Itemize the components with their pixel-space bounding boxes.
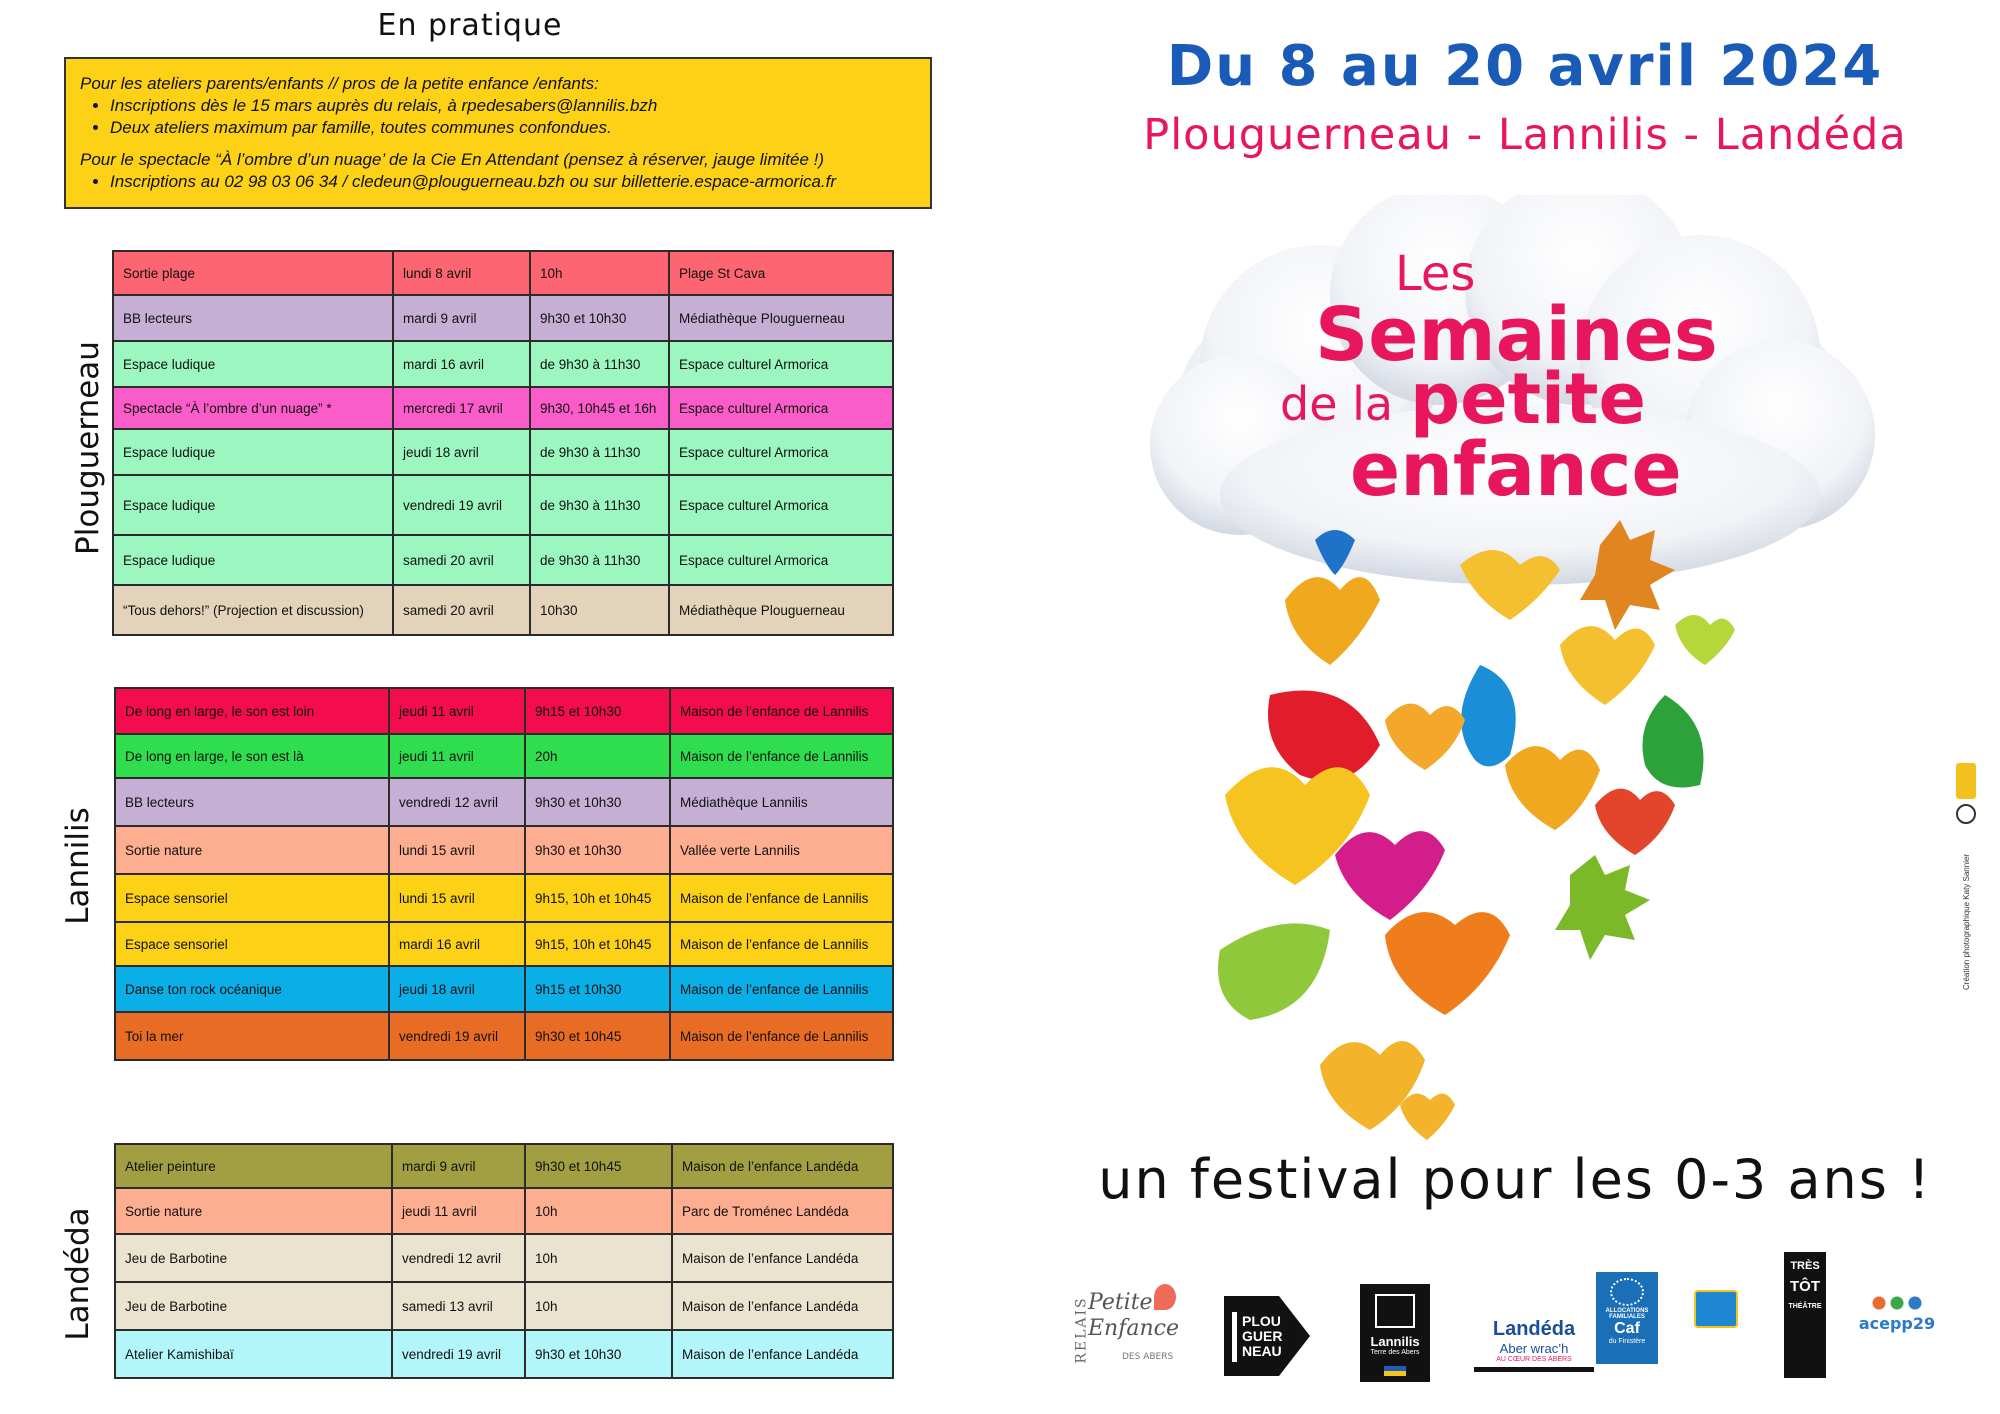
- cell-place: Maison de l’enfance Landéda: [672, 1282, 893, 1330]
- cell-date: jeudi 11 avril: [392, 1188, 525, 1234]
- schedule-table-landeda: [114, 1143, 894, 1379]
- landeda-name: Landéda: [1492, 1318, 1576, 1340]
- cell-date: mardi 9 avril: [393, 295, 530, 341]
- schedule-table-lannilis: [114, 687, 894, 1061]
- spectacle-item: • Inscriptions au 02 98 03 06 34 / cledeun@plouguerneau.bzh ou sur billetterie.espace-armorica.fr: [110, 171, 916, 193]
- schedule-row: [115, 1144, 893, 1188]
- leaf: [1268, 691, 1380, 781]
- schedule-row: [113, 429, 893, 475]
- landeda-sub2: AU CŒUR DES ABERS: [1496, 1356, 1572, 1363]
- festival-tagline: un festival pour les 0-3 ans !: [1098, 1148, 1932, 1211]
- cell-time: 10h: [530, 251, 669, 295]
- cell-time: de 9h30 à 11h30: [530, 429, 669, 475]
- lannilis-flag-stripe: [1384, 1366, 1406, 1376]
- cell-date: vendredi 19 avril: [393, 475, 530, 535]
- cell-activity: Espace ludique: [113, 475, 393, 535]
- cell-date: samedi 13 avril: [392, 1282, 525, 1330]
- cell-activity: Sortie nature: [115, 826, 389, 874]
- cell-place: Espace culturel Armorica: [669, 387, 893, 429]
- tres-tot-line3: THÉÂTRE: [1788, 1303, 1822, 1310]
- logo-caf: [1596, 1272, 1658, 1364]
- cell-time: 9h30 et 10h45: [525, 1012, 670, 1060]
- heart-leaf: [1400, 1094, 1455, 1140]
- cell-activity: BB lecteurs: [115, 778, 389, 826]
- cell-place: Maison de l’enfance de Lannilis: [670, 1012, 893, 1060]
- cell-date: mardi 16 avril: [393, 341, 530, 387]
- cell-activity: Sortie plage: [113, 251, 393, 295]
- caf-line2: FAMILIALES: [1609, 1314, 1645, 1320]
- heart-leaf: [1335, 831, 1445, 920]
- cloud-title-petite: petite: [1410, 358, 1646, 440]
- caf-line1: ALLOCATIONS: [1605, 1308, 1649, 1314]
- cell-activity: Espace ludique: [113, 341, 393, 387]
- cell-time: 9h15, 10h et 10h45: [525, 922, 670, 966]
- cell-activity: Espace ludique: [113, 429, 393, 475]
- cell-activity: Sortie nature: [115, 1188, 392, 1234]
- cell-time: 10h: [525, 1282, 672, 1330]
- caf-emblem-icon: [1610, 1278, 1644, 1306]
- cell-time: 9h15 et 10h30: [525, 966, 670, 1012]
- heart-leaf: [1560, 626, 1655, 705]
- schedule-table-plouguerneau: [112, 250, 894, 636]
- cell-time: de 9h30 à 11h30: [530, 475, 669, 535]
- tres-tot-line1: TRÈS: [1790, 1260, 1820, 1272]
- heart-leaf: [1385, 912, 1510, 1015]
- cell-activity: “Tous dehors!” (Projection et discussion): [113, 585, 393, 635]
- cell-date: mardi 9 avril: [392, 1144, 525, 1188]
- cell-date: vendredi 19 avril: [389, 1012, 525, 1060]
- relais-enfance: Enfance: [1088, 1316, 1179, 1341]
- logo-relais-petite-enfance: [1062, 1282, 1182, 1372]
- town-label-lannilis: Lannilis: [60, 807, 96, 925]
- ateliers-intro: Pour les ateliers parents/enfants // pros de la petite enfance /enfants:: [80, 74, 599, 93]
- heart-leaf: [1595, 789, 1675, 855]
- cell-date: jeudi 11 avril: [389, 688, 525, 734]
- cell-activity: Jeu de Barbotine: [115, 1282, 392, 1330]
- schedule-row: [115, 1330, 893, 1378]
- heart-leaf: [1675, 615, 1735, 665]
- cell-activity: BB lecteurs: [113, 295, 393, 341]
- cell-time: 9h30, 10h45 et 16h: [530, 387, 669, 429]
- cell-activity: Espace ludique: [113, 535, 393, 585]
- schedule-row: [113, 585, 893, 635]
- schedule-row: [115, 688, 893, 734]
- cell-time: 9h30 et 10h30: [530, 295, 669, 341]
- ateliers-item: • Inscriptions dès le 15 mars auprès du relais, à rpedesabers@lannilis.bzh: [110, 95, 916, 117]
- cell-activity: De long en large, le son est là: [115, 734, 389, 778]
- cell-date: vendredi 19 avril: [392, 1330, 525, 1378]
- lannilis-emblem-icon: [1375, 1294, 1415, 1328]
- cell-date: jeudi 11 avril: [389, 734, 525, 778]
- cell-activity: Danse ton rock océanique: [115, 966, 389, 1012]
- cell-place: Maison de l’enfance Landéda: [672, 1234, 893, 1282]
- acepp-figures-icon: [1867, 1292, 1927, 1314]
- cell-date: mercredi 17 avril: [393, 387, 530, 429]
- cell-place: Plage St Cava: [669, 251, 893, 295]
- heart-leaf: [1285, 577, 1380, 665]
- cell-place: Espace culturel Armorica: [669, 475, 893, 535]
- recycle-icon: [1956, 804, 1976, 824]
- logo-tres-tot-theatre: [1784, 1252, 1826, 1378]
- heart-leaf: [1460, 550, 1560, 620]
- cell-date: samedi 20 avril: [393, 535, 530, 585]
- cell-date: lundi 15 avril: [389, 826, 525, 874]
- logo-plouguerneau: [1224, 1296, 1310, 1376]
- logo-finistere-shield-icon: [1694, 1290, 1738, 1328]
- cell-place: Maison de l’enfance de Lannilis: [670, 688, 893, 734]
- ateliers-list: [80, 95, 916, 139]
- caf-line4: du Finistère: [1608, 1338, 1646, 1345]
- maple-leaf: [1555, 855, 1650, 960]
- cell-time: de 9h30 à 11h30: [530, 535, 669, 585]
- tres-tot-line2: TÔT: [1790, 1278, 1820, 1295]
- lannilis-name: Lannilis: [1370, 1334, 1420, 1349]
- cell-time: 9h15, 10h et 10h45: [525, 874, 670, 922]
- cell-place: Maison de l’enfance de Lannilis: [670, 734, 893, 778]
- cell-place: Médiathèque Plouguerneau: [669, 295, 893, 341]
- cell-time: 20h: [525, 734, 670, 778]
- schedule-row: [113, 251, 893, 295]
- landeda-underline: [1474, 1367, 1594, 1372]
- cell-time: 9h30 et 10h30: [525, 778, 670, 826]
- cell-date: jeudi 18 avril: [389, 966, 525, 1012]
- cell-date: samedi 20 avril: [393, 585, 530, 635]
- schedule-row: [115, 1188, 893, 1234]
- cloud-illustration: [1120, 195, 1900, 1155]
- cell-place: Maison de l’enfance de Lannilis: [670, 874, 893, 922]
- cell-time: 9h30 et 10h30: [525, 826, 670, 874]
- schedule-row: [113, 475, 893, 535]
- relais-swirl-icon: [1154, 1284, 1176, 1310]
- acepp-name: acepp29: [1858, 1314, 1936, 1333]
- spectacle-list: [80, 171, 916, 193]
- festival-dates: Du 8 au 20 avril 2024: [1166, 34, 1884, 99]
- practical-info-box: [64, 57, 932, 209]
- schedule-row: [113, 295, 893, 341]
- schedule-row: [115, 734, 893, 778]
- cell-activity: Spectacle “À l’ombre d’un nuage” *: [113, 387, 393, 429]
- cell-activity: Atelier Kamishibaï: [115, 1330, 392, 1378]
- cell-activity: Atelier peinture: [115, 1144, 392, 1188]
- schedule-row: [115, 922, 893, 966]
- cell-place: Espace culturel Armorica: [669, 535, 893, 585]
- cloud-title-semaines: Semaines: [1315, 292, 1718, 378]
- caf-line3: Caf: [1614, 1320, 1640, 1337]
- cell-activity: Espace sensoriel: [115, 874, 389, 922]
- cell-date: jeudi 18 avril: [393, 429, 530, 475]
- schedule-row: [115, 1282, 893, 1330]
- heart-leaf: [1385, 704, 1465, 770]
- cell-place: Maison de l’enfance de Lannilis: [670, 966, 893, 1012]
- landeda-sub: Aber wrac’h: [1499, 1341, 1569, 1356]
- cell-place: Espace culturel Armorica: [669, 341, 893, 387]
- plouguerneau-line3: NEAU: [1242, 1343, 1282, 1359]
- cell-place: Médiathèque Plouguerneau: [669, 585, 893, 635]
- pratique-title: En pratique: [377, 8, 563, 43]
- ateliers-item: • Deux ateliers maximum par famille, toutes communes confondues.: [110, 117, 916, 139]
- cell-place: Parc de Troménec Landéda: [672, 1188, 893, 1234]
- cell-activity: Toi la mer: [115, 1012, 389, 1060]
- leaf: [1461, 665, 1516, 766]
- cloud-title-de-la: de la: [1280, 377, 1394, 431]
- logo-acepp29: [1852, 1292, 1942, 1342]
- lannilis-sub: Terre des Abers: [1370, 1349, 1420, 1356]
- cloud-title-les: Les: [1395, 246, 1476, 302]
- relais-petite: Petite: [1088, 1290, 1153, 1315]
- town-label-plouguerneau: Plouguerneau: [70, 341, 106, 555]
- cell-time: 9h30 et 10h30: [525, 1330, 672, 1378]
- logo-landeda: [1474, 1318, 1594, 1380]
- side-badge-icon: [1956, 763, 1976, 799]
- cell-activity: Espace sensoriel: [115, 922, 389, 966]
- cell-place: Maison de l’enfance Landéda: [672, 1330, 893, 1378]
- cell-date: lundi 8 avril: [393, 251, 530, 295]
- town-label-landeda: Landéda: [60, 1207, 96, 1341]
- cell-place: Espace culturel Armorica: [669, 429, 893, 475]
- cell-activity: Jeu de Barbotine: [115, 1234, 392, 1282]
- cell-place: Vallée verte Lannilis: [670, 826, 893, 874]
- relais-vertical-text: RELAIS: [1073, 1296, 1090, 1364]
- cell-place: Maison de l’enfance Landéda: [672, 1144, 893, 1188]
- cell-time: 10h: [525, 1234, 672, 1282]
- schedule-row: [113, 387, 893, 429]
- leaf: [1643, 695, 1704, 788]
- falling-leaves: [1218, 520, 1735, 1140]
- festival-towns: Plouguerneau - Lannilis - Landéda: [1143, 110, 1907, 160]
- relais-des-abers: DES ABERS: [1122, 1352, 1174, 1362]
- cell-place: Maison de l’enfance de Lannilis: [670, 922, 893, 966]
- schedule-row: [115, 826, 893, 874]
- leaf: [1218, 923, 1330, 1020]
- plouguerneau-line1: PLOU: [1242, 1313, 1281, 1329]
- plouguerneau-line2: GUER: [1242, 1328, 1283, 1344]
- schedule-row: [113, 341, 893, 387]
- cell-time: 9h30 et 10h45: [525, 1144, 672, 1188]
- schedule-row: [113, 535, 893, 585]
- schedule-row: [115, 874, 893, 922]
- cell-date: vendredi 12 avril: [392, 1234, 525, 1282]
- heart-leaf: [1505, 746, 1600, 830]
- cell-activity: De long en large, le son est loin: [115, 688, 389, 734]
- cell-time: de 9h30 à 11h30: [530, 341, 669, 387]
- schedule-row: [115, 1012, 893, 1060]
- cell-date: vendredi 12 avril: [389, 778, 525, 826]
- cell-time: 9h15 et 10h30: [525, 688, 670, 734]
- cell-date: mardi 16 avril: [389, 922, 525, 966]
- photo-credit: Création photographique Katy Sannier: [1962, 853, 1971, 990]
- cell-time: 10h: [525, 1188, 672, 1234]
- spectacle-intro: Pour le spectacle “À l’ombre d’un nuage’ de la Cie En Attendant (pensez à réserver, jauge limitée !): [80, 150, 825, 169]
- schedule-row: [115, 1234, 893, 1282]
- cell-place: Médiathèque Lannilis: [670, 778, 893, 826]
- cell-date: lundi 15 avril: [389, 874, 525, 922]
- schedule-row: [115, 778, 893, 826]
- cell-time: 10h30: [530, 585, 669, 635]
- cloud-title-enfance: enfance: [1350, 427, 1682, 513]
- schedule-row: [115, 966, 893, 1012]
